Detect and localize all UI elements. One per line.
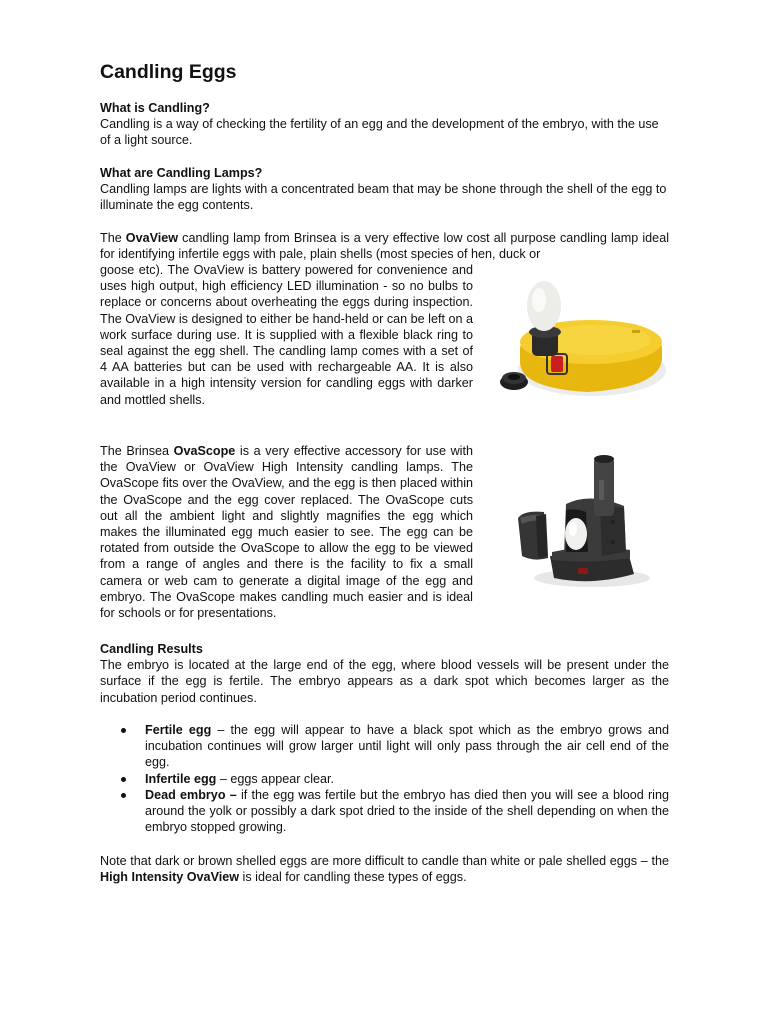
- note-bold: High Intensity OvaView: [100, 870, 240, 885]
- section-candling-lamps: [100, 165, 669, 214]
- ovaview-name: OvaView: [125, 231, 179, 245]
- list-item: [118, 722, 669, 771]
- ovaview-text-1: candling lamp from Brinsea is a very effective low cost all purpose candling lamp ideal for identifying infertile eggs with pale, plain shells (most species of hen, duck or: [100, 231, 669, 262]
- ovascope-paragraph: [100, 443, 473, 621]
- bullet-text: – the egg will appear to have a black spot which as the embryo grows and incubation continues will grow larger until light will only pass through the air cell end of the egg.: [145, 723, 669, 770]
- note-after: is ideal for candling these types of eggs.: [239, 870, 467, 885]
- list-item: [118, 787, 669, 836]
- ovaview-text-2: goose etc). The OvaView is battery powered for convenience and uses high output, high efficiency LED illumination - so no bulbs to replace or concerns about overheating the eggs during inspection. The OvaView is designed to either be hand-held or can be left on a work surface during use. It is supplied with a flexible black ring to seal against the egg shell. The candling lamp comes with a set of 4 AA batteries but can be used with rechargeable AA. It is also available in a high intensity version for candling eggs with darker and mottled shells.: [100, 263, 473, 407]
- ovaview-intro: The: [100, 231, 126, 245]
- section-text: The embryo is located at the large end of the egg, where blood vessels will be present under the surface if the egg is fertile. The embryo appears as a dark spot which becomes larger as the incubation period continues.: [100, 658, 669, 705]
- ovaview-paragraph-top: [100, 230, 669, 262]
- section-text: Candling is a way of checking the fertility of an egg and the development of the embryo, with the use of a light source.: [100, 117, 659, 148]
- ovascope-name: OvaScope: [173, 444, 236, 458]
- bullet-term: Dead embryo –: [145, 787, 237, 802]
- bullet-text: – eggs appear clear.: [216, 771, 334, 786]
- page-title: Candling Eggs: [100, 61, 237, 83]
- note-before: Note that dark or brown shelled eggs are more difficult to candle than white or pale shelled eggs – the: [100, 854, 669, 868]
- note-paragraph: [100, 853, 669, 885]
- list-item: [118, 771, 669, 787]
- ovascope-image: [510, 452, 660, 592]
- section-text: Candling lamps are lights with a concentrated beam that may be shone through the shell of the egg to illuminate the egg contents.: [100, 182, 667, 213]
- bullet-term: Infertile egg: [145, 771, 217, 786]
- bullet-icon: [121, 793, 126, 798]
- ovascope-text: [100, 443, 473, 621]
- section-candling-results: [100, 641, 669, 706]
- note-text: [100, 853, 669, 885]
- ovaview-paragraph-narrow: [100, 262, 473, 408]
- bullet-term: Fertile egg: [145, 723, 212, 737]
- section-heading: Candling Results: [100, 642, 203, 656]
- ovaview-text-full: [100, 230, 669, 262]
- section-heading: What are Candling Lamps?: [100, 166, 263, 180]
- ovaview-lamp-image: [492, 270, 668, 410]
- ovascope-text-rest: is a very effective accessory for use with the OvaView or OvaView High Intensity candling lamps. The OvaScope fits over the OvaView, and the egg is then placed within the OvaScope and the egg cover replaced. The OvaScope cuts out all the ambient light and slightly magnifies the egg which makes the illuminated egg much easier to see. The egg can be rotated from outside the OvaScope to allow the egg to be viewed from a range of angles and there is the facility to fix a small camera or web cam to generate a digital image of the egg and embryo. The OvaScope makes candling much easier and is ideal for schools or for presentations.: [100, 444, 473, 621]
- ovascope-intro: The Brinsea: [100, 444, 174, 458]
- section-heading: What is Candling?: [100, 101, 210, 115]
- section-what-is-candling: [100, 100, 669, 149]
- results-bullet-list: [118, 722, 669, 835]
- bullet-icon: [121, 777, 126, 782]
- bullet-icon: [121, 728, 126, 733]
- bullet-text: if the egg was fertile but the embryo has died then you will see a blood ring around the yolk or possibly a dark spot dried to the inside of the shell depending on when the embryo stopped growing.: [145, 787, 669, 835]
